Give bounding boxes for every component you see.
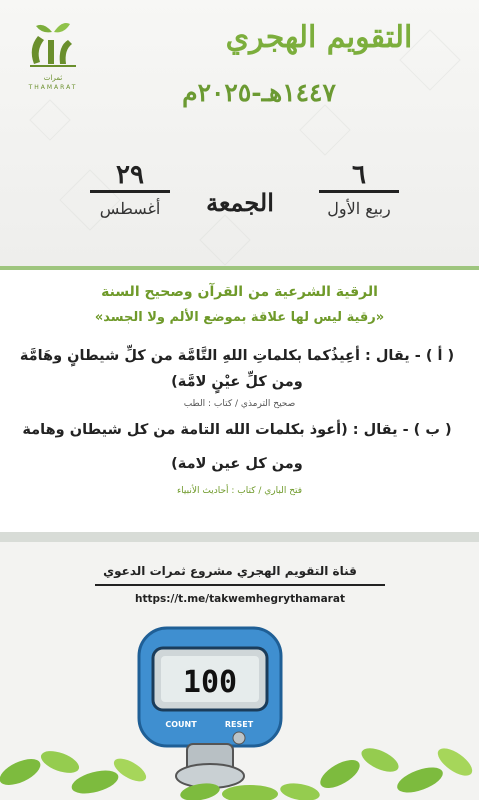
hijri-year: ١٤٤٧هـ-٢٠٢٥م	[182, 78, 336, 107]
card-subheading: «رقية ليس لها علاقة بموضع الألم ولا الجسد»	[94, 310, 385, 325]
item-a-line2: ومن كلِّ عيْنٍ لامَّة)	[171, 374, 303, 390]
hijri-day: ٦	[352, 160, 366, 190]
card-heading: الرقية الشرعية من القرآن وصحيح السنة	[101, 284, 378, 300]
channel-rule	[95, 584, 385, 586]
logo-english: THAMARAT	[28, 84, 78, 91]
logo-arabic: ثمرات	[43, 74, 63, 82]
header	[0, 0, 479, 268]
weekday: الجمعة	[206, 188, 274, 217]
counter-display: 100	[182, 665, 238, 700]
channel-name: قناة التقويم الهجري مشروع ثمرات الدعوي	[103, 564, 357, 578]
item-b-line1: ( ب ) - يقال : (أعوذ بكلمات الله التامة من كل شيطان وهامة	[22, 422, 452, 438]
greg-day: ٢٩	[116, 160, 144, 190]
item-b-line2: ومن كل عين لامة)	[171, 456, 303, 472]
hijri-date	[309, 160, 409, 218]
item-a-source: صحيح الترمذي / كتاب : الطب	[183, 399, 296, 409]
greg-rule	[90, 190, 170, 193]
hijri-month: ربيع الأول	[327, 199, 391, 218]
hijri-rule	[319, 190, 399, 193]
footer	[0, 542, 479, 800]
item-b-source: فتح الباري / كتاب : أحاديث الأنبياء	[176, 486, 303, 496]
logo-icon	[22, 18, 84, 70]
thamarat-logo	[18, 18, 88, 98]
ruqyah-card	[0, 270, 479, 532]
leaves-decoration	[0, 732, 479, 800]
item-a-line1: ( أ ) - يقال : أعِيذُكما بكلماتِ اللهِ التَّامَّة من كلِّ شيطانٍ وهَامَّة	[19, 348, 455, 364]
counter-reset-label: RESET	[224, 720, 254, 729]
page-title: التقويم الهجري	[225, 20, 413, 55]
gregorian-date	[80, 160, 180, 218]
channel-link[interactable]: https://t.me/takwemhegrythamarat	[135, 593, 345, 605]
divider-bottom	[0, 532, 479, 542]
counter-count-label: COUNT	[165, 720, 197, 729]
greg-month: أغسطس	[99, 199, 161, 218]
